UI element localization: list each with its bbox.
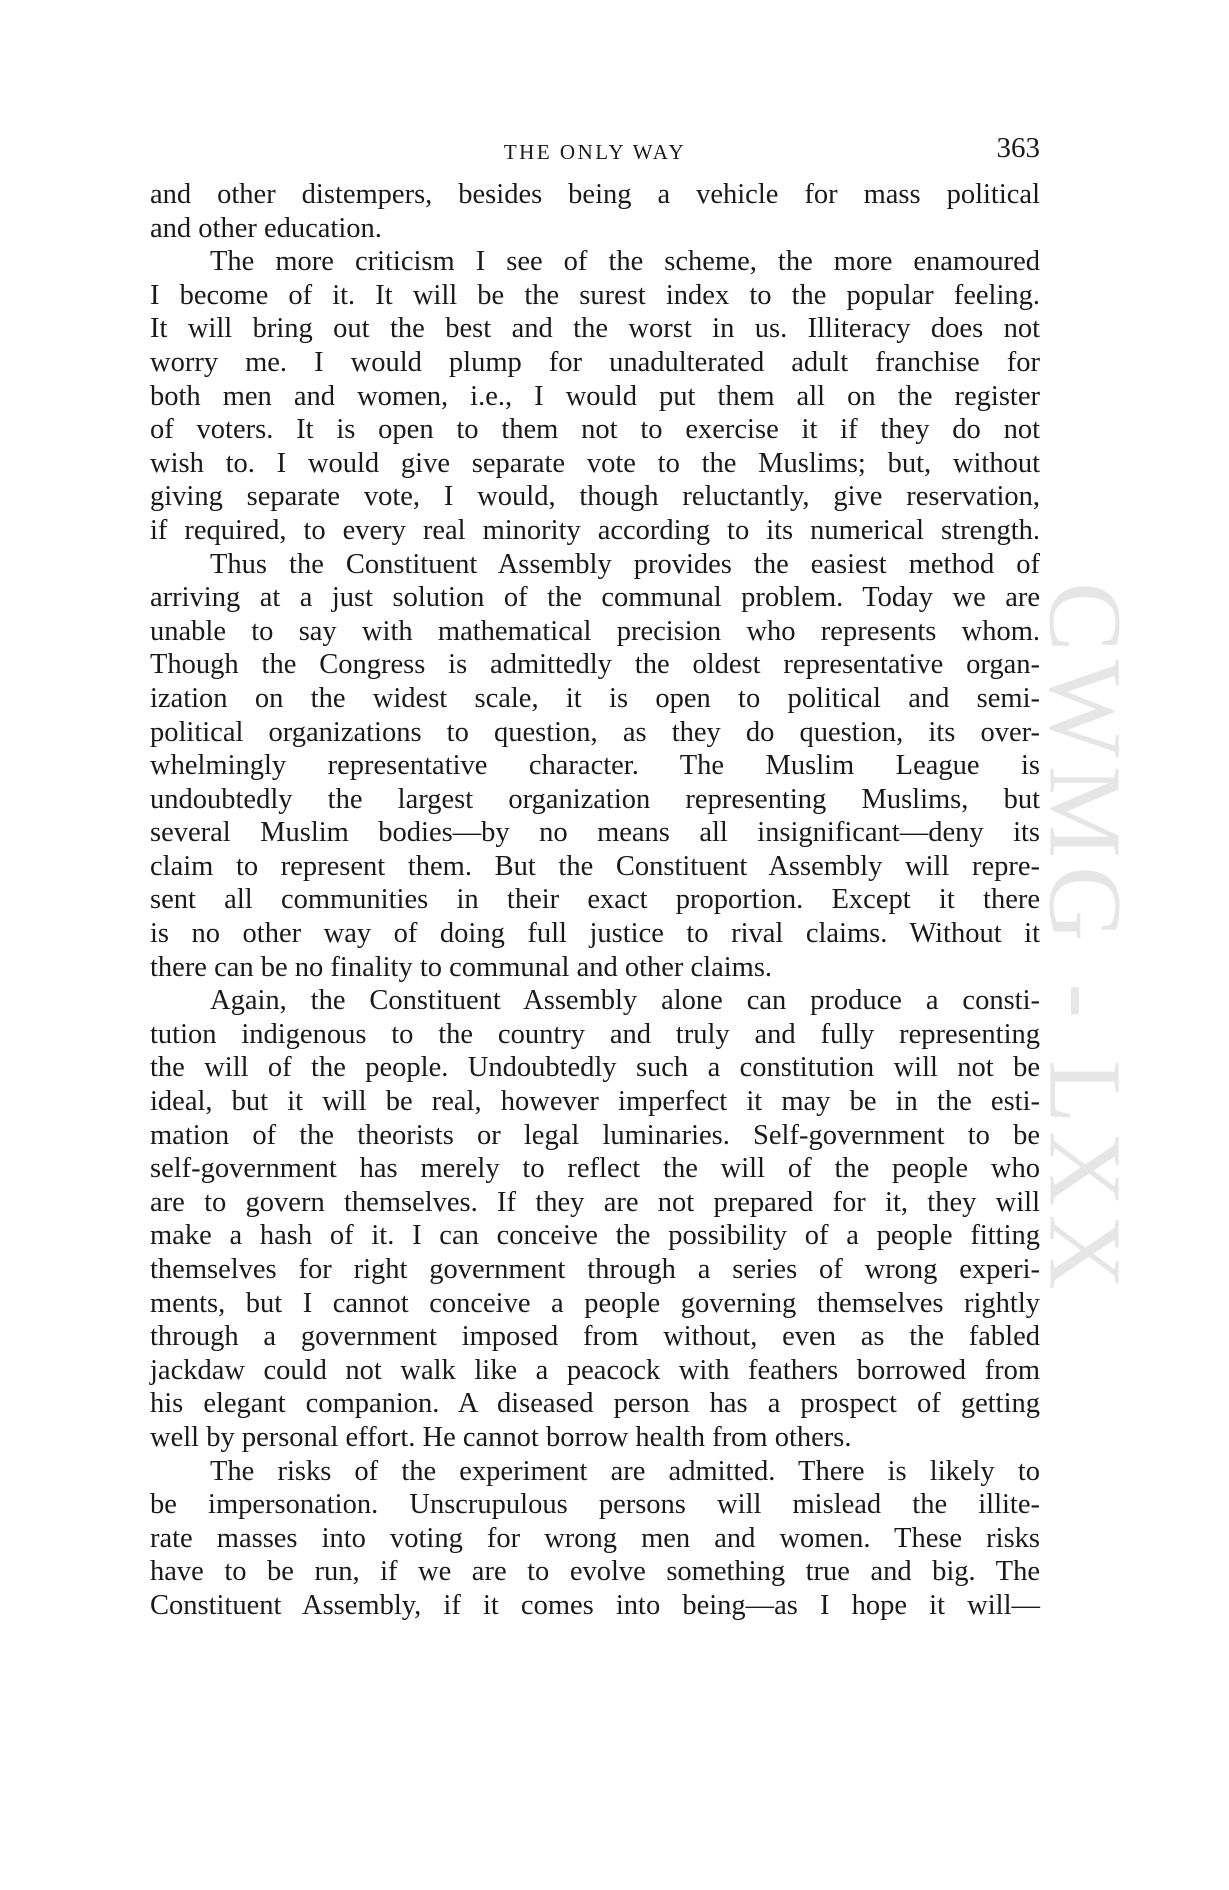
text-line: wish to. I would give separate vote to the Muslims; but, without [150, 447, 1040, 479]
text-line: giving separate vote, I would, though reluctantly, give reservation, [150, 481, 1040, 513]
text-line: both men and women, i.e., I would put them all on the register [150, 380, 1040, 412]
watermark-text: CWMG - LXX [1027, 582, 1143, 1298]
text-line: ization on the widest scale, it is open to political and semi- [150, 682, 1040, 714]
text-line: The risks of the experiment are admitted. There is likely to [210, 1455, 1040, 1487]
text-line: of voters. It is open to them not to exercise it if they do not [150, 414, 1040, 446]
text-line: are to govern themselves. If they are not prepared for it, they will [150, 1186, 1040, 1218]
text-line: Constituent Assembly, if it comes into being—as I hope it will— [150, 1589, 1040, 1621]
text-line: ments, but I cannot conceive a people governing themselves rightly [150, 1287, 1040, 1319]
text-line: self-government has merely to reflect the will of the people who [150, 1153, 1040, 1185]
text-line: the will of the people. Undoubtedly such a constitution will not be [150, 1052, 1040, 1084]
running-title: THE ONLY WAY [503, 140, 687, 164]
text-line: worry me. I would plump for unadulterated adult franchise for [150, 346, 1040, 378]
text-line: have to be run, if we are to evolve something true and big. The [150, 1556, 1040, 1588]
text-line: be impersonation. Unscrupulous persons will mislead the illite- [150, 1489, 1040, 1521]
watermark [1027, 480, 1143, 1400]
text-line: and other distempers, besides being a vehicle for mass political [150, 179, 1040, 210]
text-line: there can be no finality to communal and other claims. [150, 951, 773, 983]
text-line: It will bring out the best and the worst in us. Illiteracy does not [150, 313, 1040, 345]
text-line: claim to represent them. But the Constituent Assembly will repre- [150, 850, 1040, 882]
text-line: rate masses into voting for wrong men and women. These risks [150, 1522, 1040, 1554]
running-head [150, 132, 1040, 172]
text-line: undoubtedly the largest organization representing Muslims, but [150, 783, 1040, 815]
text-line: sent all communities in their exact proportion. Except it there [150, 884, 1040, 916]
text-line: jackdaw could not walk like a peacock with feathers borrowed from [150, 1354, 1040, 1386]
text-line: ideal, but it will be real, however imperfect it may be in the esti- [150, 1086, 1040, 1118]
text-line: Though the Congress is admittedly the oldest representative organ- [150, 649, 1040, 681]
text-line: themselves for right government through a series of wrong experi- [150, 1254, 1040, 1285]
text-line: I become of it. It will be the surest index to the popular feeling. [150, 279, 1040, 311]
text-line: mation of the theorists or legal luminaries. Self-government to be [150, 1119, 1040, 1151]
text-line: if required, to every real minority according to its numerical strength. [150, 514, 1040, 546]
text-line: political organizations to question, as they do question, its over- [150, 716, 1040, 748]
text-line: his elegant companion. A diseased person has a prospect of getting [150, 1388, 1040, 1420]
text-line: arriving at a just solution of the communal problem. Today we are [150, 582, 1040, 614]
text-line: The more criticism I see of the scheme, the more enamoured [210, 246, 1040, 278]
page-number: 363 [996, 132, 1040, 164]
text-line: tution indigenous to the country and truly and fully representing [150, 1018, 1040, 1050]
text-line: Again, the Constituent Assembly alone can produce a consti- [210, 985, 1040, 1017]
text-line: several Muslim bodies—by no means all insignificant—deny its [150, 817, 1040, 849]
text-line: well by personal effort. He cannot borrow health from others. [150, 1421, 852, 1453]
text-line: whelmingly representative character. The Muslim League is [150, 750, 1040, 782]
text-line: unable to say with mathematical precision who represents whom. [150, 615, 1040, 647]
text-line: through a government imposed from without, even as the fabled [150, 1321, 1040, 1353]
body-text [150, 178, 1040, 1623]
text-line: make a hash of it. I can conceive the possibility of a people fitting [150, 1220, 1040, 1252]
text-line: Thus the Constituent Assembly provides the easiest method of [210, 548, 1040, 580]
text-line: is no other way of doing full justice to rival claims. Without it [150, 918, 1040, 950]
text-line: and other education. [150, 212, 382, 244]
